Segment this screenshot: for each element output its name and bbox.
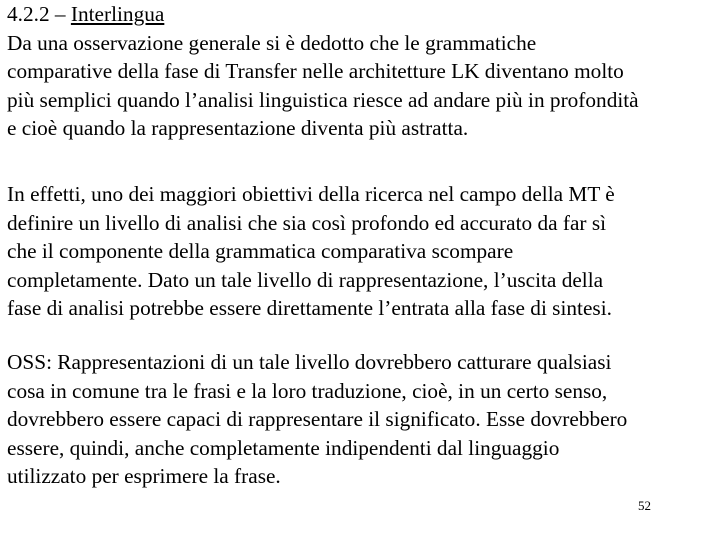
paragraph-3-line: cosa in comune tra le frasi e la loro traduzione, cioè, in un certo senso,	[7, 378, 608, 403]
paragraph-2	[7, 180, 717, 323]
paragraph-1-line: più semplici quando l’analisi linguistica riesce ad andare più in profondità	[7, 87, 639, 112]
paragraph-2-line: definire un livello di analisi che sia così profondo ed accurato da far sì	[7, 210, 607, 235]
page-number: 52	[638, 498, 651, 513]
paragraph-1-line: Da una osservazione generale si è dedotto che le grammatiche	[7, 30, 537, 55]
paragraph-2-line: In effetti, uno dei maggiori obiettivi della ricerca nel campo della MT è	[7, 182, 615, 206]
paragraph-3-line: utilizzato per esprimere la frase.	[7, 464, 281, 489]
paragraph-3-line: OSS: Rappresentazioni di un tale livello dovrebbero catturare qualsiasi	[7, 350, 612, 374]
section-heading	[7, 0, 717, 29]
paragraph-3-observation	[7, 348, 717, 491]
section-title: Interlingua	[70, 2, 165, 26]
paragraph-3-line: dovrebbero essere capaci di rappresentare il significato. Esse dovrebbero	[7, 407, 628, 432]
paragraph-1-line: e cioè quando la rappresentazione diventa più astratta.	[7, 116, 469, 141]
paragraph-2-line: fase di analisi potrebbe essere direttamente l’entrata alla fase di sintesi.	[7, 296, 612, 321]
paragraph-2-line: che il componente della grammatica comparativa scompare	[7, 239, 514, 264]
section-number: 4.2.2 –	[7, 2, 71, 26]
paragraph-2-line: completamente. Dato un tale livello di rappresentazione, l’uscita della	[7, 267, 604, 292]
intro-section	[7, 0, 717, 143]
paragraph-3-line: essere, quindi, anche completamente indipendenti dal linguaggio	[7, 435, 560, 460]
paragraph-1-line: comparative della fase di Transfer nelle architetture LK diventano molto	[7, 59, 624, 84]
